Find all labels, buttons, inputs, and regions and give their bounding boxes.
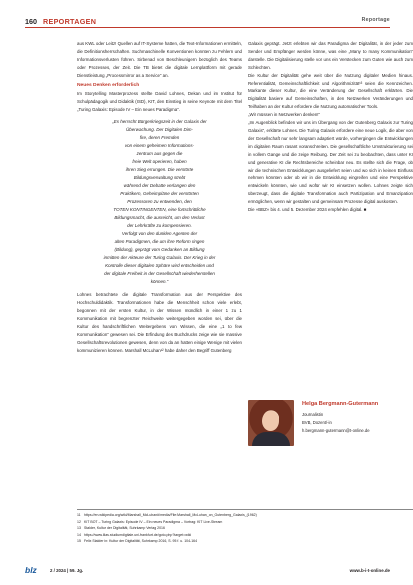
quote-line: inmitten der Akteure der Turing Galaxis. Der Krieg in der xyxy=(103,255,216,261)
right-column xyxy=(248,40,413,214)
footnote-text: Stalder, Kultur der Digitalität, Suhrkamp Verlag 2016 xyxy=(84,526,165,531)
quote-line: „Es herrscht Bürgerkriegszeit in der Galaxis der xyxy=(112,119,207,125)
footnotes xyxy=(77,512,413,545)
quote-line: ihren Sieg errungen. Die verstörte xyxy=(125,167,194,173)
author-shoulders xyxy=(252,432,290,446)
footnote-link[interactable]: https://en.wikipedia.org/wiki/Marshall_McLuhan#/media/File:Marshall_McLuhan_on_Gutenberg_Galaxis_(1962) xyxy=(84,513,257,517)
pull-quote xyxy=(77,118,242,286)
website-url[interactable]: www.b-i-t-online.de xyxy=(349,568,390,573)
quote-line: Verfolgt von den dunklen Agenten der xyxy=(121,231,198,237)
header-rule xyxy=(25,27,390,28)
footnote xyxy=(77,519,413,526)
author-organization: BVB, Dozent/-in xyxy=(302,420,332,425)
left-column xyxy=(77,40,242,354)
publication-logo xyxy=(25,565,37,575)
quote-line: der Lehrkräfte zu kompensieren. xyxy=(127,223,192,229)
footnote xyxy=(77,532,413,539)
subheading-quote: „Wir müssen in Netzwerken denken!“ xyxy=(248,112,320,118)
quote-line: der digitale Freiheit in der Gesellschaft wiederherstellen xyxy=(104,271,215,277)
author-email[interactable]: h.bergmann-gutermann@t-online.de xyxy=(302,428,370,433)
quote-line: Praktikern, Geheimpläne der verstörten xyxy=(120,191,199,197)
quote-line: alten Paradigmen, die um ihre Reform ringen xyxy=(114,239,205,245)
quote-line: TOTEN KONTINGENTEN, eine fortschrittliche xyxy=(113,207,206,213)
quote-line: zentrum aus gegen die xyxy=(136,151,183,157)
paragraph: Die »BBZ« bis 4. und 5. Dezember 2024 empfehlen digital. ■ xyxy=(248,207,367,213)
paragraph: Galaxis geprägt. Jetzt erlebten wir das Paradigma der Digitalität, in der jeder zum Sender und Empfänger werden könne, was eine „Many to many Kommunikation“ darstelle. Die Digitalisierung stelle vor uns ein Verstecken zum Guten wie auch zum Schlechten. xyxy=(248,41,413,70)
author-role: Journalistin xyxy=(302,412,324,417)
footnote-text: Felix Stalder in: Kultur der Digitalität, Suhrkamp 2016, S. 95 f. u. 104-164 xyxy=(84,539,198,544)
footnote xyxy=(77,525,413,532)
paragraph: Lohnes betrachtete die digitale Transformation aus der Perspektive des Hochschuldidaktik. Transformationen habe die Menschheit schon viele erlebt, begonnen mit der ersten Kultur, in der Wissen mündlich in einer 1 zu 1 Kommunikation mit begrenzter Reichweite weitergegeben worden sei, über die Kultur des handschriftlichen Weitergebens von Wissen, die eine „1 to few Kommunikation“ gewesen sei. Die Erfindung des Buchdrucks zeige wie sie massive Gesellschaftsrevolutionen gewesen, denn von da an hatten einige Wenige mit vielen kommunizieren können. Marshall McLuhan¹² habe daher den Begriff Gutenberg xyxy=(77,292,242,353)
quote-line: von einem geheimen Informations- xyxy=(124,143,195,149)
footnote-link[interactable]: https://www.ilias.studiumdigitale.uni-frankfurt.de/goto.php?target=wiki xyxy=(84,532,192,537)
quote-line: (Bildung), geprägt vom Gedanken an Bildung xyxy=(114,247,205,253)
author-face xyxy=(262,411,279,431)
footnote-number: 12 xyxy=(77,519,81,524)
issue-label: 2 / 2024 | 59. Jg. xyxy=(50,568,84,573)
footnote-divider xyxy=(77,509,413,510)
footnote-text: KIT BOT – Turing Galaxis: Episode IV – Ein neues Paradigma – Vortrag: KIT Live-Stream xyxy=(84,519,223,524)
header-label: Reportage xyxy=(361,17,390,23)
paragraph: „Im Augenblick befinden wir uns im Übergang von der Gutenberg Galaxis zur Turing Galaxis“, erklärte Lohnes. Die Turing Galaxis erfordere eine neue Logik, die aber von der Gesellschaft nur sehr langsam adaptiert würde, vorhergingen die Entwicklungen im digitalen Raum rasant voranschreiten. Die gesellschaftliche Umstrukturierung sei in vollem Gange und die zeige Reibung. Der Zeit sei zu beobachten, dass unter KI und generative KI die Rechtsbereiche scheinbar neu. Es stellte sich die Frage, ob wir die technischen Entwicklungen ausgeliefert seien und wo sich in keinen Einfluss nehmen könnten oder ob wir in die Entwicklung eingreifen und eine Perspektive entwickeln könnten, wie und wofür wir KI einsetzen wollen. Lohnes zeigte sich überzeugt, dass die digitale Transformation auch Partizipation und Emanzipation ermöglichen, wenn wir gestalten und gemeinsam Prozesse digital auskosten. xyxy=(248,120,413,205)
author-name: Helga Bergmann-Gutermann xyxy=(302,401,379,407)
author-photo xyxy=(248,400,294,446)
quote-line: Überwachung. Der Digitalen Dim- xyxy=(125,127,194,133)
logo-text: blz xyxy=(25,565,37,575)
footnote xyxy=(77,512,413,519)
footnote-number: 13 xyxy=(77,526,81,531)
paragraph: Die Kultur der Digitalität gehe weit über die Nutzung digitaler Medien hinaus. Referentialität, Gemeinschaftlichkeit und Algorithmizität¹³ seien die Kennzeichen. Markante dieser Kultur, die eine Veränderung der Gesellschaft erklärten. Die Digitalität basiere auf Gemeinschaften, in den Netzwerken Veränderungen und Teilhaben an der Kultur erfordere die Nutzung automatischer Tools. xyxy=(248,72,413,110)
quote-line: freie Welt operieren, haben xyxy=(132,159,187,165)
quote-line: fire, deren Fremden xyxy=(139,135,180,141)
footnote-number: 14 xyxy=(77,532,81,537)
section-title: REPORTAGEN xyxy=(43,17,97,26)
quote-line: Prozessoren zu entwenden, den xyxy=(127,199,192,205)
paragraph: aus KWL oder Leitz! Quellen auf IT-Systeme hatten, die Text-Informationen ermitteln, die Definitionsherrschaften. Suchmaschinelle Konventionen konnten zu Fehlern und Informationsverlusten führen. Sirbenad von Beschleunigern bezüglich des Teams oder Prozesses, der Zeit. Die TB bietet die digitale Lernplattform mit gerade Dienstleistung „Processmirror as a Service“ an. xyxy=(77,41,242,78)
paragraph: Im Storytelling Masterprozess stellte David Lohnes, Dekan und im Institut für Schulpädagogik und Didaktik (ISD), KIT, den Einstieg in seine Keynote mit dem Titel „Turing Galaxis: Episode IV – Ein neues Paradigma“. xyxy=(77,91,242,113)
quote-line: während der Debatte verlangen den xyxy=(123,183,196,189)
footnote-number: 11 xyxy=(77,513,81,517)
footnote-number: 15 xyxy=(77,539,81,544)
quote-line: Kontrolle dieser digitalen Sphäre wird entscheiden und xyxy=(105,263,214,269)
quote-line: Bildungsverwaltung strebt xyxy=(133,175,186,181)
subheading: Neues Denken erforderlich xyxy=(77,82,140,88)
quote-line: Bildungsmacht, die ausreicht, um den Verlust xyxy=(114,215,205,221)
quote-line: können.“ xyxy=(150,279,169,285)
footnote xyxy=(77,538,413,545)
page-number: 160 xyxy=(25,17,37,26)
